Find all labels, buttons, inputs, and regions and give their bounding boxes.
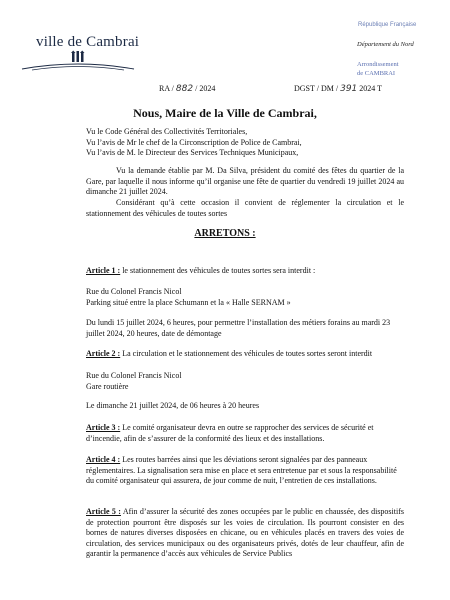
article-1-places xyxy=(86,287,404,308)
article-3 xyxy=(86,423,404,444)
vu-list xyxy=(86,127,302,159)
article-4 xyxy=(86,455,404,487)
demande-paragraph: Vu la demande établie par M. Da Silva, président du comité des fêtes du quartier de la Gare, par laquelle il nous informe qu’il organise une fête de quartier du vendredi 19 juillet 2024 au dimanche 21 juillet 2024. xyxy=(86,166,404,196)
dgst-number: 391 xyxy=(340,84,358,94)
article-1-label: Article 1 : xyxy=(86,266,121,275)
article-2-text: La circulation et le stationnement des véhicules de toutes sortes seront interdit xyxy=(120,349,373,358)
article-3-label: Article 3 : xyxy=(86,423,121,432)
dgst-reference xyxy=(294,84,382,94)
article-4-text: Les routes barrées ainsi que les déviations seront signalées par des panneaux réglementaires. La signalisation sera mise en place et sera entretenue par et sous la responsabilité du comité organisateur qui assurera, de jour comme de nuit, l’entretien de ces installations. xyxy=(86,455,397,485)
republique-francaise: République Française xyxy=(358,22,417,28)
article-1-place: Rue du Colonel Francis Nicol xyxy=(86,287,182,296)
arrondissement-line1: Arrondissement xyxy=(357,61,399,68)
arrondissement-label xyxy=(357,60,399,78)
article-2-place: Gare routière xyxy=(86,381,129,391)
arrondissement-line2: de CAMBRAI xyxy=(357,70,396,77)
arretons-heading: ARRETONS : xyxy=(194,228,256,239)
vu-item: Vu l’avis de Mr le chef de la Circonscription de Police de Cambrai, xyxy=(86,137,302,147)
article-3-text: Le comité organisateur devra en outre se rapprocher des services de sécurité et d’incendie, afin de s’assurer de la conformité des lieux et des installations. xyxy=(86,423,374,443)
article-2-places xyxy=(86,371,404,392)
city-logo-text: ville de Cambrai xyxy=(36,34,140,50)
dgst-label: DGST / DM / xyxy=(294,84,339,93)
article-2 xyxy=(86,349,404,360)
ra-number: 882 xyxy=(175,84,194,94)
article-2-period: Le dimanche 21 juillet 2024, de 06 heures à 20 heures xyxy=(86,401,260,410)
ra-year: / 2024 xyxy=(195,84,216,93)
ra-label: RA / xyxy=(159,84,174,93)
article-1-place: Parking situé entre la place Schumann et la « Halle SERNAM » xyxy=(86,297,291,307)
ra-reference xyxy=(159,84,215,94)
article-1-period: Du lundi 15 juillet 2024, 6 heures, pour permettre l’installation des métiers forains au mardi 23 juillet 2024, 20 heures, date de démontage xyxy=(86,318,391,338)
article-1-text: le stationnement des véhicules de toutes sortes sera interdit : xyxy=(120,266,316,275)
dgst-year: 2024 T xyxy=(359,84,383,93)
vu-item: Vu l’avis de M. le Directeur des Services Techniques Municipaux, xyxy=(86,148,299,158)
article-1 xyxy=(86,266,404,277)
city-logo-mark xyxy=(18,50,138,72)
article-2-label: Article 2 : xyxy=(86,349,121,358)
article-5-label: Article 5 : xyxy=(86,507,121,516)
article-4-label: Article 4 : xyxy=(86,455,121,464)
article-5-text: Afin d’assurer la sécurité des zones occupées par le public en chaussée, des dispositifs de protection pourront être disposés sur les voies de circulation. Ils pourront consister en des bornes de natures diverses disposées en chicane, ou en véhicules placés en travers des voies de circulation, des services municipaux ou des organisateurs privés, dotés de leur chauffeur, afin de garantir la permanence d’accès aux véhicules de Service Publics xyxy=(86,507,404,558)
vu-item: Vu le Code Général des Collectivités Territoriales, xyxy=(86,127,248,136)
departement-label: Département du Nord xyxy=(357,41,414,48)
article-5 xyxy=(86,507,404,560)
page-title: Nous, Maire de la Ville de Cambrai, xyxy=(133,106,317,120)
article-2-place: Rue du Colonel Francis Nicol xyxy=(86,371,182,380)
considerant-paragraph: Considérant qu’à cette occasion il convient de réglementer la circulation et le stationnement des véhicules de toutes sortes xyxy=(86,198,404,218)
